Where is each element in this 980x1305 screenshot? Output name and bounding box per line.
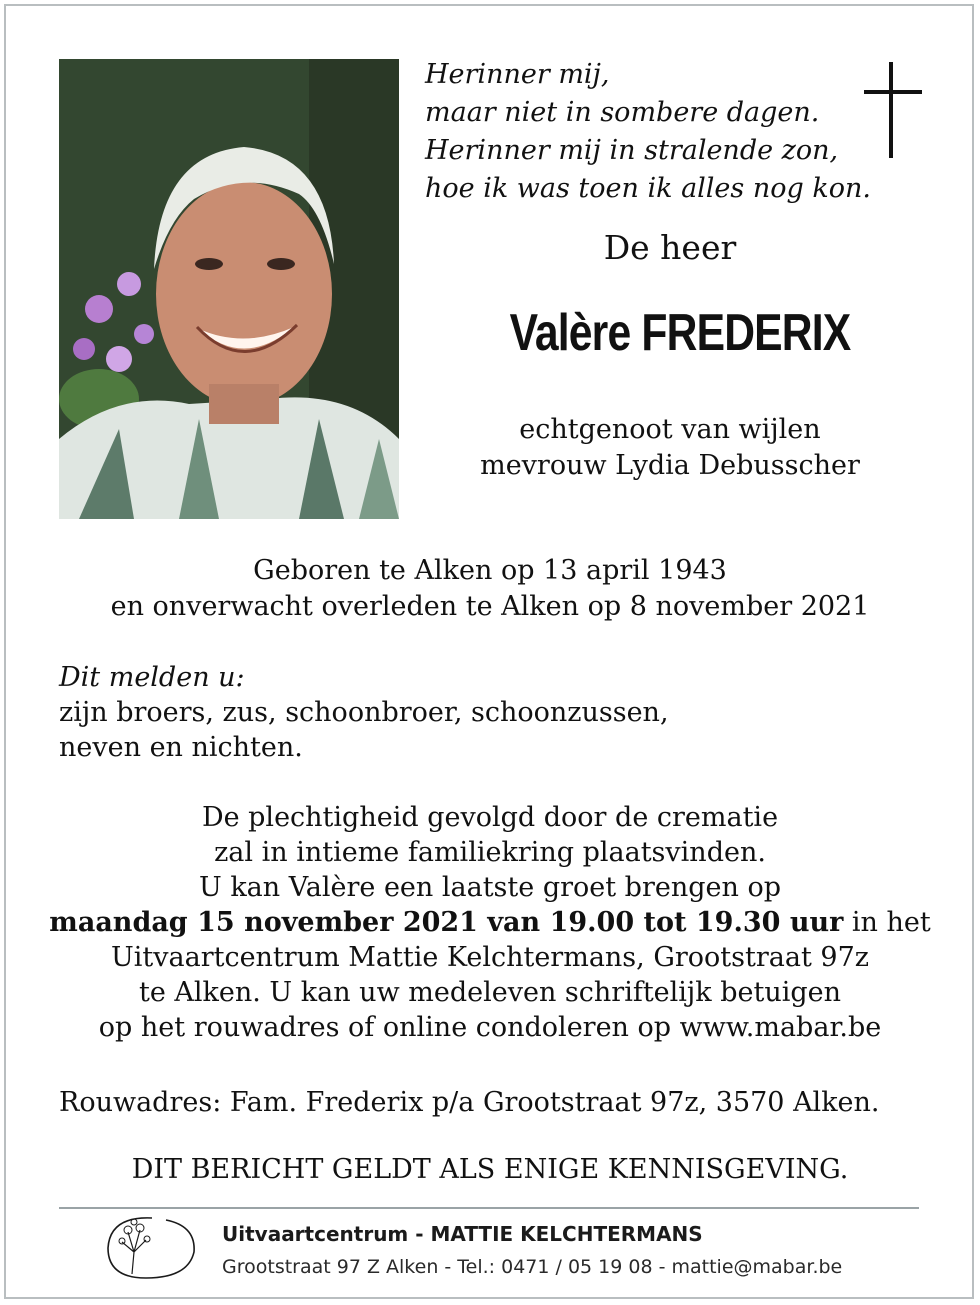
birth-date: Geboren te Alken op 13 april 1943 — [253, 555, 727, 586]
funeral-home-contact: Grootstraat 97 Z Alken - Tel.: 0471 / 05 19 08 - mattie@mabar.be — [222, 1256, 843, 1278]
poem-line: Herinner mij in stralende zon, — [425, 135, 839, 166]
ceremony-line: U kan Valère een laatste groet brengen op — [198, 872, 782, 903]
ceremony-line — [0, 905, 980, 940]
ceremony-line: Uitvaartcentrum Mattie Kelchtermans, Grootstraat 97z — [111, 942, 869, 973]
poem-line: Herinner mij, — [425, 59, 610, 90]
spouse-line: echtgenoot van wijlen — [519, 414, 821, 445]
announcement-line: neven en nichten. — [59, 732, 303, 763]
death-date: en onverwacht overleden te Alken op 8 november 2021 — [110, 591, 870, 622]
ceremony-line: De plechtigheid gevolgd door de crematie — [201, 802, 779, 833]
ceremony-info — [0, 800, 980, 1045]
announcement — [59, 660, 919, 765]
poem-line: hoe ik was toen ik alles nog kon. — [425, 173, 871, 204]
visitation-time: maandag 15 november 2021 van 19.00 tot 19.30 uur — [49, 907, 844, 938]
poem-line: maar niet in sombere dagen. — [425, 97, 820, 128]
ceremony-line: op het rouwadres of online condoleren op www.mabar.be — [98, 1012, 882, 1043]
ceremony-line: te Alken. U kan uw medeleven schriftelijk betuigen — [138, 977, 842, 1008]
notice: DIT BERICHT GELDT ALS ENIGE KENNISGEVING. — [131, 1154, 849, 1185]
portrait-photo — [59, 59, 399, 519]
funeral-home-name: Uitvaartcentrum - MATTIE KELCHTERMANS — [222, 1222, 703, 1246]
flower-logo-icon — [102, 1212, 202, 1282]
cross-icon — [864, 62, 922, 158]
ceremony-line: zal in intieme familiekring plaatsvinden. — [214, 837, 766, 868]
deceased-name: Valère FREDERIX — [509, 304, 851, 362]
footer-divider — [59, 1207, 919, 1209]
poem — [425, 56, 871, 208]
spouse-info — [420, 412, 920, 484]
life-dates — [0, 553, 980, 625]
ceremony-line-rest: in het — [843, 907, 931, 938]
announcement-line: zijn broers, zus, schoonbroer, schoonzussen, — [59, 697, 669, 728]
salutation: De heer — [603, 228, 737, 267]
spouse-line: mevrouw Lydia Debusscher — [480, 450, 860, 481]
mourning-address: Rouwadres: Fam. Frederix p/a Grootstraat 97z, 3570 Alken. — [59, 1087, 880, 1118]
announcement-intro: Dit melden u: — [59, 662, 245, 693]
